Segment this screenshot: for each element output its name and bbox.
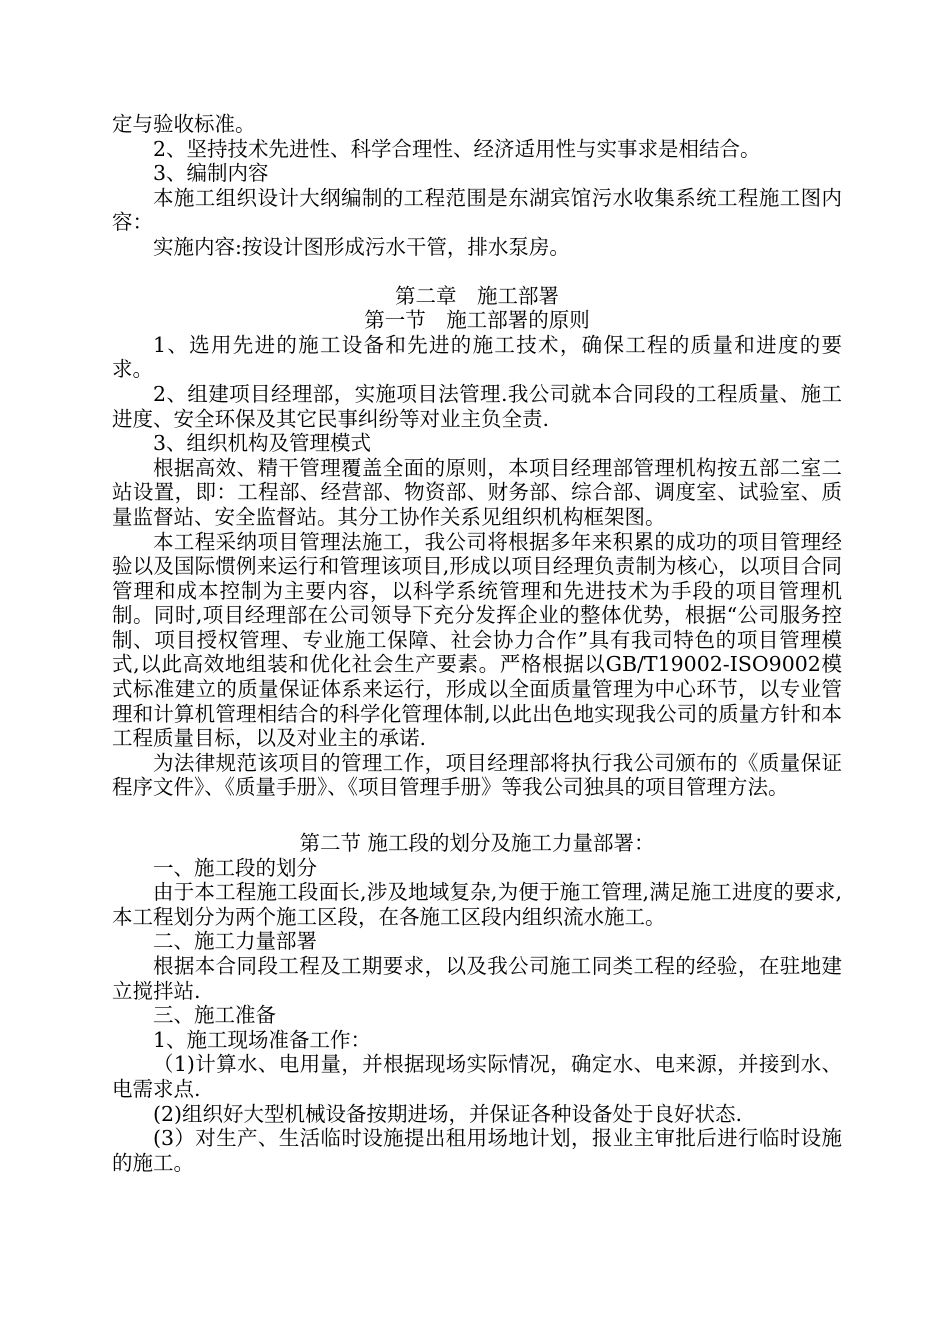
chapter-title: 第二章 施工部署 (395, 283, 559, 308)
heading-segment-division: 一、施工段的划分 (153, 855, 317, 880)
spacer (112, 800, 842, 831)
paragraph-force-deployment: 根据本合同段工程及工期要求，以及我公司施工同类工程的经验，在驻地建立搅拌站. (112, 954, 842, 1003)
paragraph-management-mode: 本工程采纳项目管理法施工，我公司将根据多年来积累的成功的项目管理经验以及国际惯例来运行和管理该项目,形成以项目经理负责制为核心，以项目合同管理和成本控制为主要内容，以科学系统管理和先进技术为手段的项目管理机制。同时,项目经理部在公司领导下充分发挥企业的整体优势，根据“公司服务控制、项目授权管理、专业施工保障、社会协力合作”具有我司特色的项目管理模式,以此高效地组装和优化社会生产要素。严格根据以GB/T19002-ISO9002模式标准建立的质量保证体系来运行，形成以全面质量管理为中心环节，以专业管理和计算机管理相结合的科学化管理体制,以此出色地实现我公司的质量方针和本工程质量目标，以及对业主的承诺. (112, 529, 842, 751)
paragraph-segment-division: 由于本工程施工段面长,涉及地域复杂,为便于施工管理,满足施工进度的要求,本工程划分为两个施工区段，在各施工区段内组织流水施工。 (112, 880, 842, 929)
heading-force-deployment: 二、施工力量部署 (153, 929, 317, 954)
paragraph-deployment-1: 1、选用先进的施工设备和先进的施工技术，确保工程的质量和进度的要求。 (112, 332, 842, 382)
heading-site-preparation: 1、施工现场准备工作： (153, 1027, 372, 1052)
heading-compilation-content: 3、编制内容 (153, 161, 269, 186)
list-item: （1)计算水、电用量，并根据现场实际情况，确定水、电来源，并接到水、电需求点. (112, 1052, 842, 1101)
paragraph-organization: 根据高效、精干管理覆盖全面的原则，本项目经理部管理机构按五部二室二站设置，即：工程部、经营部、物资部、财务部、综合部、调度室、试验室、质量监督站、安全监督站。其分工协作关系见组织机构框架图。 (112, 455, 842, 529)
heading-organization: 3、组织机构及管理模式 (153, 431, 372, 456)
section-title: 第一节 施工部署的原则 (364, 308, 590, 333)
spacer (112, 260, 842, 284)
list-item: (3）对生产、生活临时设施提出租用场地计划，报业主审批后进行临时设施的施工。 (112, 1126, 842, 1175)
paragraph-management-docs: 为法律规范该项目的管理工作，项目经理部将执行我公司颁布的《质量保证程序文件》、《质量手册》、《项目管理手册》等我公司独具的项目管理方法。 (112, 750, 842, 800)
paragraph-scope: 本施工组织设计大纲编制的工程范围是东湖宾馆污水收集系统工程施工图内容： (112, 185, 842, 235)
heading-preparation: 三、施工准备 (153, 1003, 276, 1028)
paragraph-principle-2: 2、坚持技术先进性、科学合理性、经济适用性与实事求是相结合。 (153, 136, 761, 161)
paragraph-deployment-2: 2、组建项目经理部，实施项目法管理.我公司就本合同段的工程质量、施工进度、安全环保及其它民事纠纷等对业主负全责. (112, 381, 842, 431)
paragraph-implementation: 实施内容:按设计图形成污水干管，排水泵房。 (153, 234, 570, 259)
paragraph-continuation: 定与验收标准。 (112, 112, 256, 136)
section-title: 第二节 施工段的划分及施工力量部署： (299, 831, 655, 856)
document-page (112, 112, 842, 1175)
list-item: (2)组织好大型机械设备按期进场，并保证各种设备处于良好状态. (153, 1101, 743, 1126)
